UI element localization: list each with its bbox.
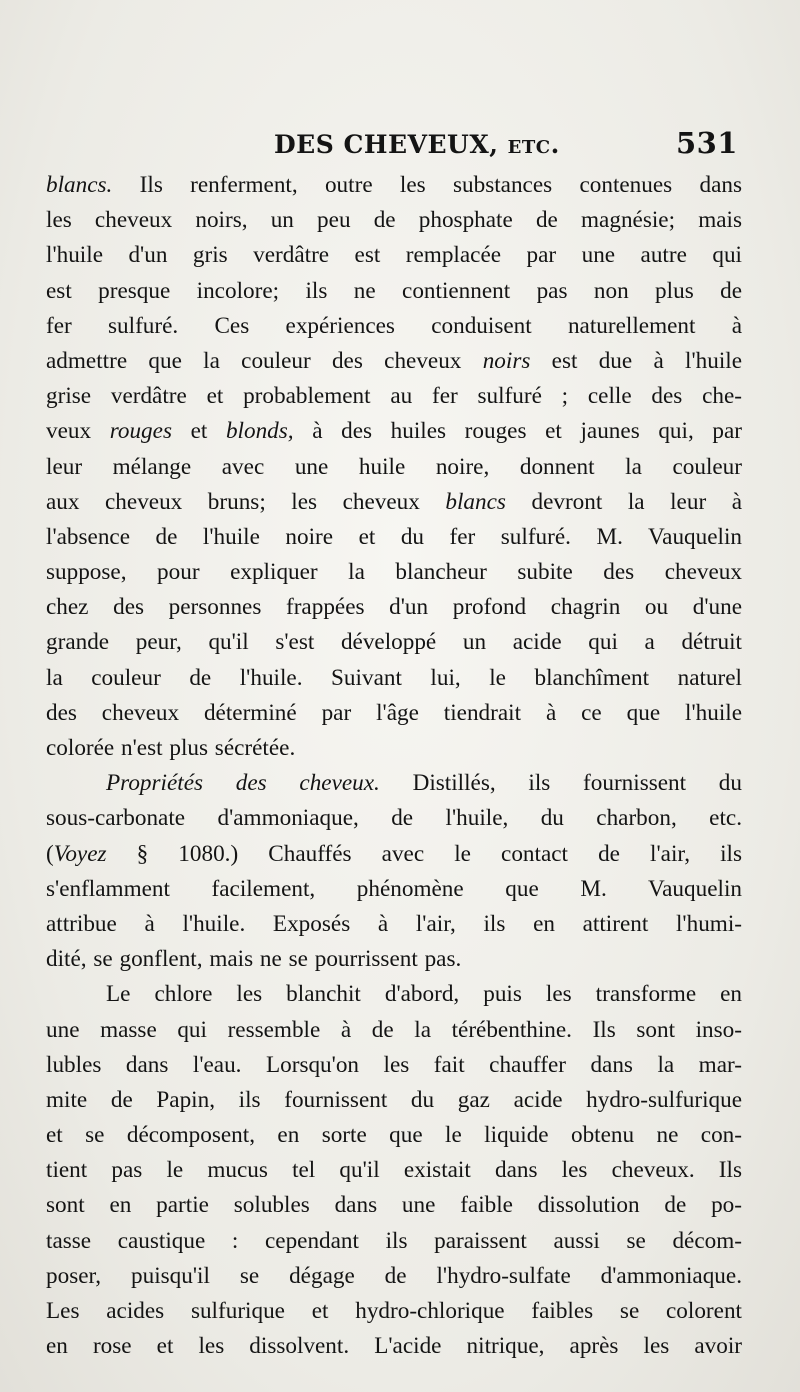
text-segment: tient pas le mucus tel qu'il existait dans les cheveux. Ils xyxy=(46,1157,742,1184)
text-line xyxy=(46,731,742,766)
text-line xyxy=(46,661,742,696)
text-segment: des cheveux déterminé par l'âge tiendrait à ce que l'huile xyxy=(46,699,742,726)
text-line xyxy=(46,766,742,801)
italic-text: blonds, xyxy=(225,418,294,445)
text-segment: l'absence de l'huile noire et du fer sulfuré. M. Vauquelin xyxy=(46,523,742,550)
text-segment: s'enflamment facilement, phénomène que M. Vauquelin xyxy=(46,875,742,902)
italic-text: Propriétés des cheveux. xyxy=(106,770,380,797)
text-line xyxy=(46,1013,742,1048)
page-number: 531 xyxy=(675,126,738,160)
text-segment: Le chlore les blanchit d'abord, puis les transforme en xyxy=(106,981,742,1008)
text-segment: poser, puisqu'il se dégage de l'hydro-sulfate d'ammoniaque. xyxy=(46,1262,742,1289)
text-segment: § 1080.) Chauffés avec le contact de l'air, ils xyxy=(106,840,742,867)
text-line xyxy=(46,801,742,836)
body-text xyxy=(46,168,742,1364)
text-line xyxy=(46,168,742,203)
italic-text: blancs xyxy=(445,488,506,515)
text-segment: admettre que la couleur des cheveux xyxy=(46,347,483,374)
text-line xyxy=(46,485,742,520)
text-segment: ( xyxy=(46,840,54,867)
text-segment: une masse qui ressemble à de la térébenthine. Ils sont inso- xyxy=(46,1016,742,1043)
italic-text: rouges xyxy=(109,418,172,445)
text-segment: l'huile d'un gris verdâtre est remplacée par une autre qui xyxy=(46,242,742,269)
text-segment: est due à l'huile xyxy=(530,347,742,374)
text-line xyxy=(46,344,742,379)
text-segment: fer sulfuré. Ces expériences conduisent naturellement à xyxy=(46,312,742,339)
text-segment: sont en partie solubles dans une faible dissolution de po- xyxy=(46,1192,742,1219)
text-segment: Distillés, ils fournissent du xyxy=(379,770,742,797)
text-line xyxy=(46,1153,742,1188)
text-line xyxy=(46,1224,742,1259)
text-segment: et se décomposent, en sorte que le liquide obtenu ne con- xyxy=(46,1122,742,1149)
text-line xyxy=(46,274,742,309)
italic-text: blancs. xyxy=(46,172,113,198)
text-line xyxy=(46,942,742,977)
text-line xyxy=(46,1259,742,1294)
text-line xyxy=(46,414,742,449)
text-line xyxy=(46,590,742,625)
text-segment: chez des personnes frappées d'un profond chagrin ou d'une xyxy=(46,594,742,621)
text-segment: devront la leur à xyxy=(505,488,742,515)
text-line xyxy=(46,696,742,731)
text-line xyxy=(46,203,742,238)
text-segment: lubles dans l'eau. Lorsqu'on les fait chauffer dans la mar- xyxy=(46,1051,742,1078)
text-segment: la couleur de l'huile. Suivant lui, le blanchîment naturel xyxy=(46,664,742,691)
text-segment: à des huiles rouges et jaunes qui, par xyxy=(293,418,742,445)
text-segment: Ils renferment, outre les substances contenues dans xyxy=(112,172,742,198)
text-segment: aux cheveux bruns; les cheveux xyxy=(46,488,446,515)
text-segment: mite de Papin, ils fournissent du gaz acide hydro-sulfurique xyxy=(46,1086,742,1113)
text-line xyxy=(46,450,742,485)
text-segment: leur mélange avec une huile noire, donnent la couleur xyxy=(46,453,742,480)
text-line xyxy=(46,837,742,872)
text-line xyxy=(46,1048,742,1083)
running-title: DES CHEVEUX, etc. xyxy=(274,130,560,159)
text-segment: grise verdâtre et probablement au fer sulfuré ; celle des che- xyxy=(46,383,742,410)
text-line xyxy=(46,1188,742,1223)
italic-text: Voyez xyxy=(53,840,107,867)
text-line xyxy=(46,872,742,907)
text-line xyxy=(46,379,742,414)
text-segment: suppose, pour expliquer la blancheur subite des cheveux xyxy=(46,559,742,586)
page-header xyxy=(48,126,738,166)
text-line xyxy=(46,309,742,344)
text-segment: les cheveux noirs, un peu de phosphate de magnésie; mais xyxy=(46,207,742,234)
text-line xyxy=(46,977,742,1012)
italic-text: noirs xyxy=(482,347,531,374)
text-line xyxy=(46,520,742,555)
text-line xyxy=(46,1329,742,1364)
text-line xyxy=(46,238,742,273)
text-line xyxy=(46,907,742,942)
text-segment: grande peur, qu'il s'est développé un acide qui a détruit xyxy=(46,629,742,656)
text-segment: veux xyxy=(46,418,110,445)
text-segment: et xyxy=(171,418,226,445)
text-line xyxy=(46,555,742,590)
text-segment: est presque incolore; ils ne contiennent pas non plus de xyxy=(46,277,742,304)
text-line xyxy=(46,1118,742,1153)
text-segment: colorée n'est plus sécrétée. xyxy=(46,735,296,761)
text-segment: tasse caustique : cependant ils paraissent aussi se décom- xyxy=(46,1227,742,1254)
text-segment: Les acides sulfurique et hydro-chlorique faibles se colorent xyxy=(46,1298,742,1324)
text-segment: en rose et les dissolvent. L'acide nitrique, après les avoir xyxy=(46,1333,742,1360)
text-segment: dité, se gonflent, mais ne se pourrissent pas. xyxy=(46,946,462,973)
text-segment: attribue à l'huile. Exposés à l'air, ils en attirent l'humi- xyxy=(46,910,742,937)
text-segment: sous-carbonate d'ammoniaque, de l'huile, du charbon, etc. xyxy=(46,805,742,832)
text-line xyxy=(46,625,742,660)
text-line xyxy=(46,1083,742,1118)
text-line xyxy=(46,1294,742,1329)
